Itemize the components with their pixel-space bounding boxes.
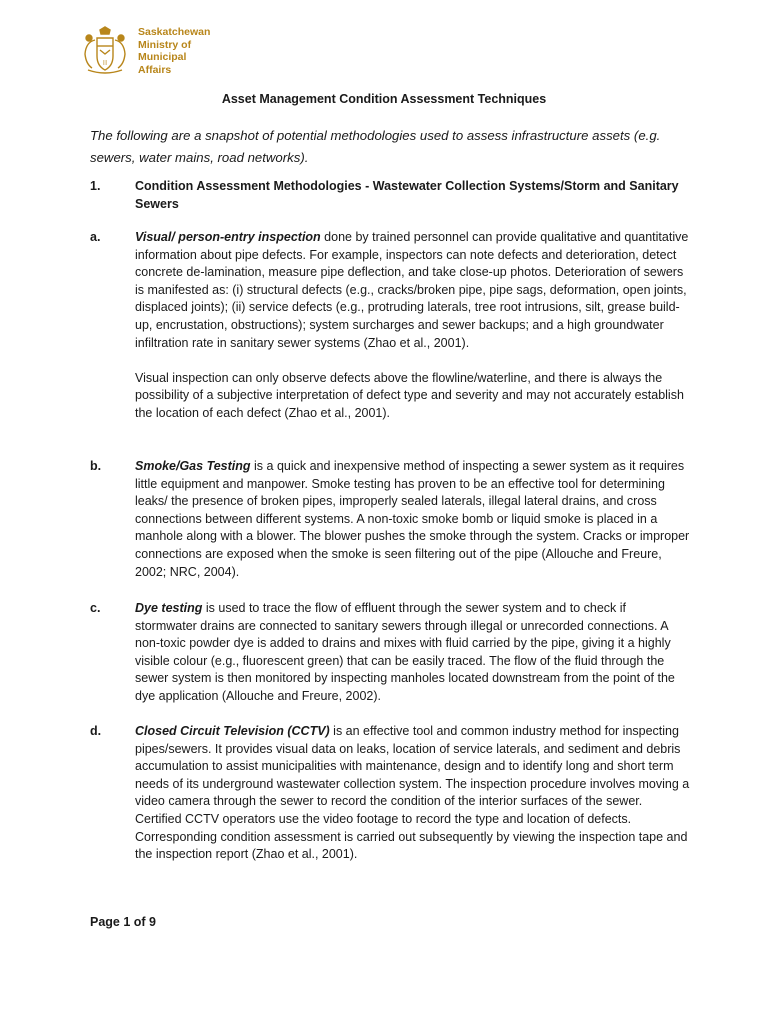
item-paragraph-2: Visual inspection can only observe defects above the flowline/waterline, and there is always the possibility of a subjective interpretation of defect type and severity and may not accurately establish the location of each defect (Zhao et al., 2001). xyxy=(135,370,684,420)
org-line: Saskatchewan xyxy=(138,26,211,38)
item-letter: d. xyxy=(90,724,102,738)
intro-paragraph: The following are a snapshot of potential methodologies used to assess infrastructure assets (e.g. sewers, water mains, road networks). xyxy=(90,128,661,165)
item-paragraph xyxy=(135,229,690,352)
item-body xyxy=(135,723,690,864)
item-paragraph xyxy=(135,723,690,864)
item-text: is used to trace the flow of effluent through the sewer system and to check if stormwater drains are connected to sanitary sewers through illegal or unrecorded connections. A non-toxic powder dye is added to drains and mixes with fluid carried by the pipe, giving it a highly visible colour (e.g., fluorescent green) that can be easily traced. The flow of the fluid through the sewer system is then monitored by inspecting manholes located downstream from the point of the dye application (Allouche and Freure, 2002). xyxy=(135,601,675,703)
coat-of-arms-icon xyxy=(80,26,130,76)
svg-text:|||: ||| xyxy=(103,60,107,66)
item-text: is a quick and inexpensive method of inspecting a sewer system as it requires little equipment and manpower. Smoke testing has proven to be an effective tool for determining leaks/ the presence of broken pipes, improperly sealed laterals, illegal lateral drains, and cross connections between different systems. A non-toxic smoke bomb or liquid smoke is placed in a manhole along with a blower. The blower pushes the smoke through the system. Cracks or improper connections are exposed when the smoke is seen filtering out of the pipe (Allouche and Freure, 2002; NRC, 2004). xyxy=(135,459,690,579)
item-text: done by trained personnel can provide qualitative and quantitative information about pipe defects. For example, inspectors can note defects and deterioration, detect concrete de-lamination, measure pipe deflection, and take close-up photos. Deterioration of sewers is manifested as: (i) structural defects (e.g., cracks/broken pipe, pipe sags, deformation, open joints, displaced joints); (ii) service defects (e.g., protruding laterals, tree root intrusions, silt, grease build-up, encrustation, obstructions); system surcharges and sewer backups; and a high groundwater infiltration rate in sanitary sewer systems (Zhao et al., 2001). xyxy=(135,230,689,350)
section-number: 1. xyxy=(90,179,101,193)
item-lead: Dye testing xyxy=(135,601,203,615)
ministry-logo xyxy=(80,26,210,76)
item-lead: Smoke/Gas Testing xyxy=(135,459,251,473)
item-body xyxy=(135,229,690,423)
page-number: Page 1 of 9 xyxy=(90,915,156,929)
org-line: Municipal xyxy=(138,51,187,63)
item-letter: b. xyxy=(90,459,102,473)
item-text: is an effective tool and common industry method for inspecting pipes/sewers. It provides visual data on leaks, location of service laterals, and sediment and debris accumulation to assist municipalities with maintenance, design and to identify long and short term needs of its underground wastewater collection system. The inspection procedure involves moving a video camera through the sewer to record the condition of the interior surfaces of the sewer. Certified CCTV operators use the video footage to record the type and location of defects. Corresponding condition assessment is carried out subsequently by viewing the inspection tape and the inspection report (Zhao et al., 2001). xyxy=(135,724,690,862)
item-paragraph xyxy=(135,600,690,706)
org-line: Ministry of xyxy=(138,38,192,51)
document-title: Asset Management Condition Assessment Techniques xyxy=(221,92,547,106)
section-heading: Condition Assessment Methodologies - Wastewater Collection Systems/Storm and Sanitary Sewers xyxy=(135,179,679,211)
item-body xyxy=(135,458,690,581)
item-letter: a. xyxy=(90,230,101,244)
item-lead: Closed Circuit Television (CCTV) xyxy=(135,724,330,738)
item-lead: Visual/ person-entry inspection xyxy=(135,230,321,244)
item-paragraph xyxy=(135,458,690,581)
item-letter: c. xyxy=(90,601,101,615)
item-body xyxy=(135,600,690,706)
org-line: Affairs xyxy=(138,63,172,76)
ministry-name xyxy=(138,26,210,76)
